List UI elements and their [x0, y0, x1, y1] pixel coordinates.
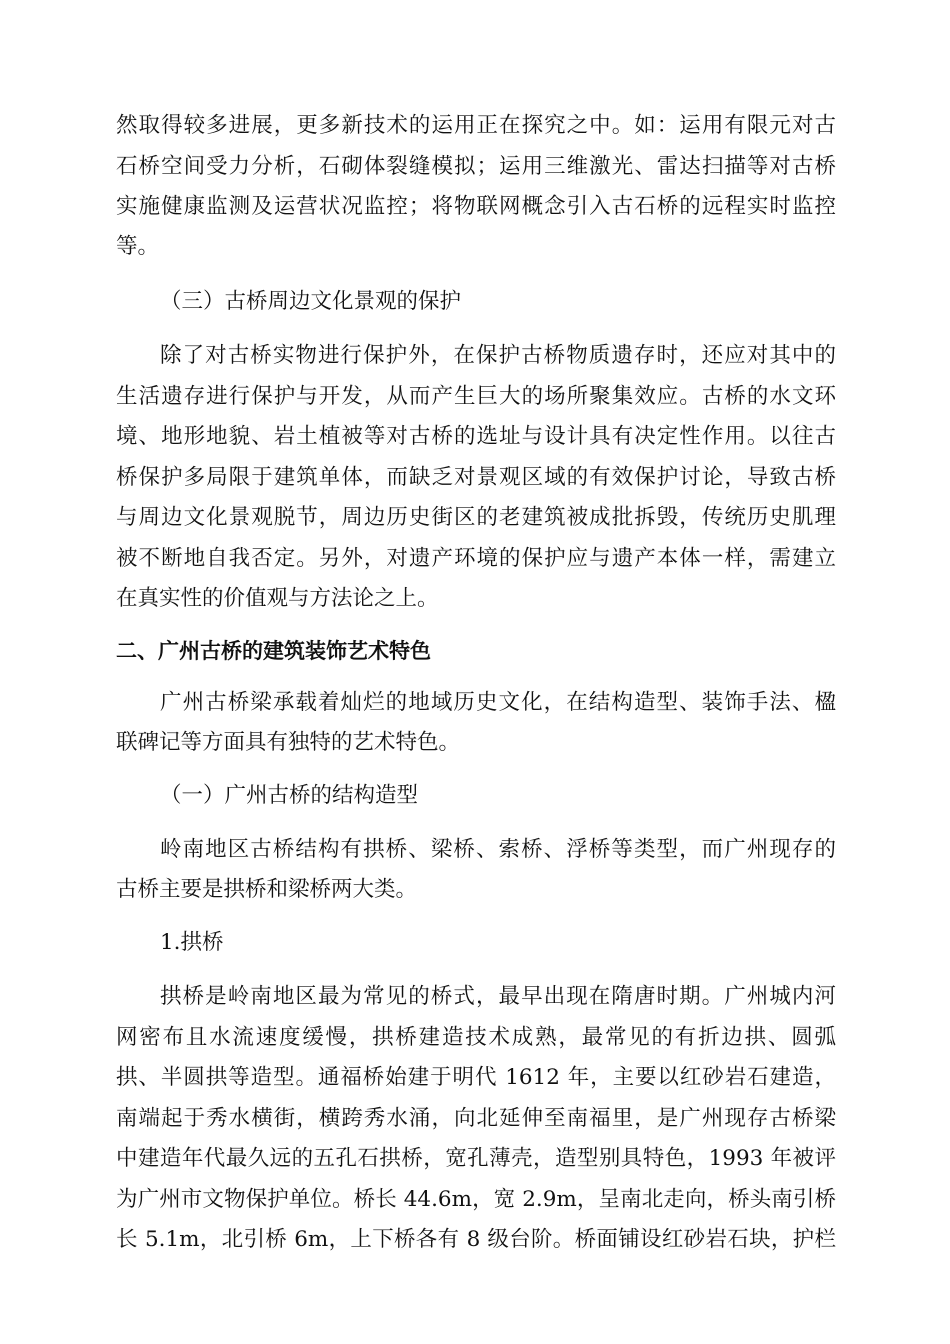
paragraph-line: 联碑记等方面具有独特的艺术特色。 — [116, 730, 461, 755]
paragraph-line: 在真实性的价值观与方法论之上。 — [116, 586, 439, 611]
paragraph-line: 生活遗存进行保护与开发，从而产生巨大的场所聚集效应。古桥的水文环 — [116, 384, 836, 409]
paragraph-line: 被不断地自我否定。另外，对遗产环境的保护应与遗产本体一样，需建立 — [116, 546, 836, 571]
item-heading-arch-bridge: 1.拱桥 — [160, 930, 224, 955]
paragraph-line: 石桥空间受力分析，石砌体裂缝模拟；运用三维激光、雷达扫描等对古桥 — [116, 154, 836, 179]
paragraph-line: 岭南地区古桥结构有拱桥、梁桥、索桥、浮桥等类型，而广州现存的 — [160, 837, 836, 862]
paragraph-line: 南端起于秀水横街，横跨秀水涌，向北延伸至南福里，是广州现存古桥梁 — [116, 1106, 836, 1131]
section-heading: 二、广州古桥的建筑装饰艺术特色 — [116, 639, 431, 663]
paragraph-line: 广州古桥梁承载着灿烂的地域历史文化，在结构造型、装饰手法、楹 — [160, 690, 836, 715]
paragraph-line: 然取得较多进展，更多新技术的运用正在探究之中。如：运用有限元对古 — [116, 113, 836, 138]
paragraph-line: 等。 — [116, 234, 160, 259]
paragraph-line: 桥保护多局限于建筑单体，而缺乏对景观区域的有效保护讨论，导致古桥 — [116, 465, 836, 490]
paragraph-line: 除了对古桥实物进行保护外，在保护古桥物质遗存时，还应对其中的 — [160, 343, 836, 368]
paragraph-line: 拱桥是岭南地区最为常见的桥式，最早出现在隋唐时期。广州城内河 — [160, 984, 836, 1009]
paragraph-line: 网密布且水流速度缓慢，拱桥建造技术成熟，最常见的有折边拱、圆弧 — [116, 1025, 836, 1050]
paragraph-line: 与周边文化景观脱节，周边历史街区的老建筑被成批拆毁，传统历史肌理 — [116, 505, 836, 530]
paragraph-line: 实施健康监测及运营状况监控；将物联网概念引入古石桥的远程实时监控 — [116, 194, 836, 219]
paragraph-line: 长 5.1m，北引桥 6m，上下桥各有 8 级台阶。桥面铺设红砂岩石块，护栏 — [116, 1227, 836, 1252]
paragraph-line: 古桥主要是拱桥和梁桥两大类。 — [116, 877, 418, 902]
paragraph-line: 中建造年代最久远的五孔石拱桥，宽孔薄壳，造型别具特色，1993 年被评 — [116, 1146, 836, 1171]
subheading-landscape-protection: （三）古桥周边文化景观的保护 — [160, 289, 462, 314]
subheading-structure: （一）广州古桥的结构造型 — [160, 783, 419, 808]
paragraph-line: 境、地形地貌、岩土植被等对古桥的选址与设计具有决定性作用。以往古 — [116, 424, 836, 449]
paragraph-line: 拱、半圆拱等造型。通福桥始建于明代 1612 年，主要以红砂岩石建造， — [116, 1065, 836, 1090]
paragraph-line: 为广州市文物保护单位。桥长 44.6m，宽 2.9m，呈南北走向，桥头南引桥 — [116, 1187, 836, 1212]
